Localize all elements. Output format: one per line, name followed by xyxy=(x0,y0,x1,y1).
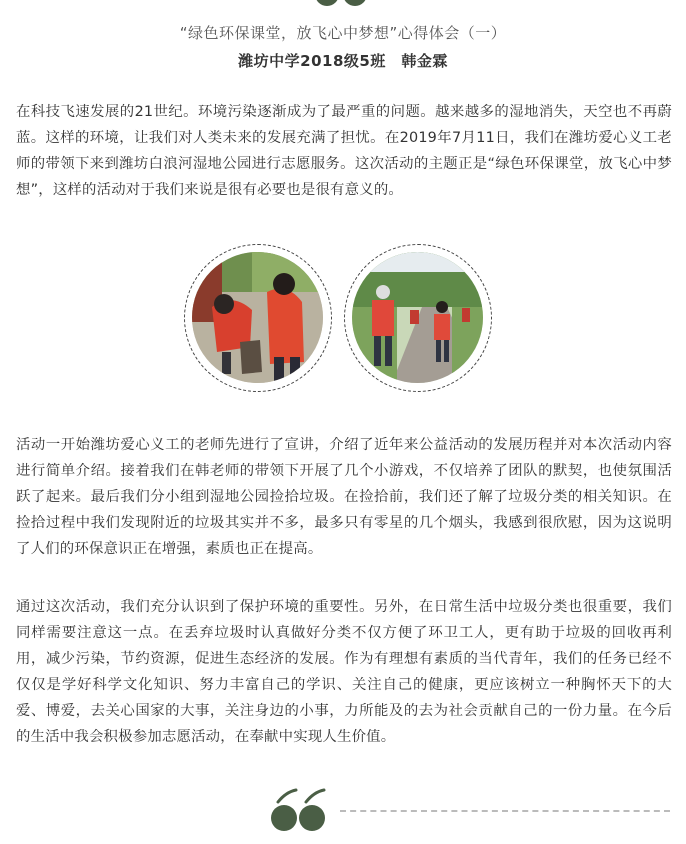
paragraph-3: 通过这次活动，我们充分认识到了保护环境的重要性。另外，在日常生活中垃圾分类也很重要，我们同样需要注意这一点。在丢弃垃圾时认真做好分类不仅方便了环卫工人，更有助于垃圾的回收再利用，减少污染，节约资源，促进生态经济的发展。作为有理想有素质的当代青年，我们的任务已经不仅仅是学好科学文化知识、努力丰富自己的学识、关注自己的健康，更应该树立一种胸怀天下的大爱、博爱，去关心国家的大事，关注身边的小事，力所能及的去为社会贡献自己的一份力量。在今后的生活中我会积极参加志愿活动，在奉献中实现人生价值。 xyxy=(16,599,672,745)
article-author: 潍坊中学2018级5班 韩金霖 xyxy=(238,52,448,70)
divider-dashed xyxy=(340,810,670,812)
photo-volunteers-picking-litter xyxy=(192,252,323,383)
quote-mark-icon xyxy=(312,0,374,12)
paragraph-2: 活动一开始潍坊爱心义工的老师先进行了宣讲，介绍了近年来公益活动的发展历程并对本次活动内容进行简单介绍。接着我们在韩老师的带领下开展了几个小游戏，不仅培养了团队的默契，也使氛围活跃了起来。最后我们分小组到湿地公园捡拾垃圾。在捡拾前，我们还了解了垃圾分类的相关知识。在捡拾过程中我们发现附近的垃圾其实并不多，最多只有零星的几个烟头，我感到很欣慰，因为这说明了人们的环保意识正在增强，素质也正在提高。 xyxy=(16,437,672,557)
photo-frame-2 xyxy=(344,244,492,392)
quote-mark-icon xyxy=(268,788,332,844)
photo-frame-1 xyxy=(184,244,332,392)
article-title: “绿色环保课堂，放飞心中梦想”心得体会（一） xyxy=(179,24,507,42)
photo-volunteers-walking-path xyxy=(352,252,483,383)
paragraph-1: 在科技飞速发展的21世纪。环境污染逐渐成为了最严重的问题。越来越多的湿地消失，天空也不再蔚蓝。这样的环境，让我们对人类未来的发展充满了担忧。在2019年7月11日，我们在潍坊爱心义工老师的带领下来到潍坊白浪河湿地公园进行志愿服务。这次活动的主题正是“绿色环保课堂，放飞心中梦想”，这样的活动对于我们来说是很有必要也是很有意义的。 xyxy=(16,104,672,198)
